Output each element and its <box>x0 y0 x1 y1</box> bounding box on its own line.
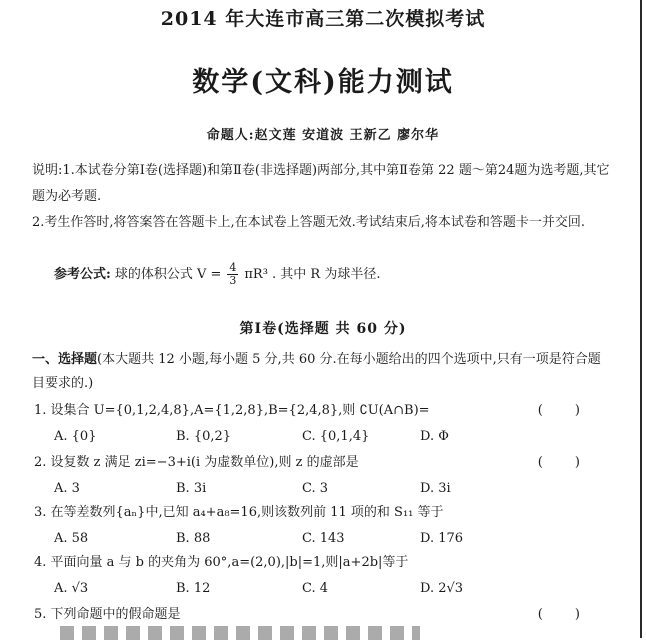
fraction-numerator: 4 <box>229 261 237 274</box>
option-a: A. 58 <box>54 531 89 546</box>
fraction-denominator: 3 <box>229 274 237 287</box>
option-a: A. {0} <box>54 429 97 444</box>
answer-bracket: ( ) <box>537 403 594 418</box>
option-d: D. 3i <box>420 481 451 496</box>
exam-title: 2014 年大连市高三第二次模拟考试 <box>160 8 486 30</box>
option-a: A. √3 <box>54 581 89 596</box>
reference-formula <box>54 262 381 287</box>
formula-text-after: πR³ . 其中 R 为球半径. <box>244 266 381 282</box>
question-5 <box>34 604 606 626</box>
authors-line: 命题人:赵文莲 安道波 王新乙 廖尔华 <box>206 128 440 143</box>
question-stem: 3. 在等差数列{aₙ}中,已知 a₄+a₈=16,则该数列前 11 项的和 S₁₁ 等于 <box>34 505 444 520</box>
section-intro <box>32 348 610 396</box>
question-stem: 4. 平面向量 a 与 b 的夹角为 60°,a=(2,0),|b|=1,则|a+2b|等于 <box>34 555 409 570</box>
option-d: D. Φ <box>420 429 449 444</box>
option-c: C. 3 <box>302 481 329 496</box>
option-c: C. 143 <box>302 531 345 546</box>
answer-bracket: ( ) <box>537 607 594 622</box>
option-b: B. 88 <box>176 531 211 546</box>
question-1 <box>34 400 606 422</box>
option-d: D. 176 <box>420 531 464 546</box>
option-b: B. 3i <box>176 481 207 496</box>
instruction-note-2: 2.考生作答时,将答案答在答题卡上,在本试卷上答题无效.考试结束后,将本试卷和答题卡一并交回. <box>32 215 586 230</box>
section-intro-text: (本大题共 12 小题,每小题 5 分,共 60 分.在每小题给出的四个选项中,只有一项是符合题目要求的.) <box>32 352 601 391</box>
subject-title: 数学(文科)能力测试 <box>192 67 454 98</box>
question-4 <box>34 552 606 574</box>
option-b: B. {0,2} <box>176 429 232 444</box>
section-intro-heading: 一、选择题 <box>32 352 98 367</box>
formula-fraction <box>227 262 238 287</box>
formula-text-before: 球的体积公式 V = <box>114 266 222 282</box>
question-3 <box>34 502 606 524</box>
option-c: C. {0,1,4} <box>302 429 370 444</box>
question-stem: 5. 下列命题中的假命题是 <box>34 607 181 622</box>
question-2 <box>34 452 606 474</box>
option-b: B. 12 <box>176 581 211 596</box>
question-stem: 1. 设集合 U={0,1,2,4,8},A={1,2,8},B={2,4,8},则 ∁U(A∩B)= <box>34 403 430 418</box>
question-stem: 2. 设复数 z 满足 zi=−3+i(i 为虚数单位),则 z 的虚部是 <box>34 455 359 470</box>
section-title: 第Ⅰ卷(选择题 共 60 分) <box>239 321 407 337</box>
answer-bracket: ( ) <box>537 455 594 470</box>
option-a: A. 3 <box>54 481 80 496</box>
option-d: D. 2√3 <box>420 581 464 596</box>
option-c: C. 4 <box>302 581 329 596</box>
instruction-note-1: 说明:1.本试卷分第Ⅰ卷(选择题)和第Ⅱ卷(非选择题)两部分,其中第Ⅱ卷第 22 题～第24题为选考题,其它题为必考题. <box>32 163 610 204</box>
formula-label: 参考公式: <box>54 266 111 282</box>
